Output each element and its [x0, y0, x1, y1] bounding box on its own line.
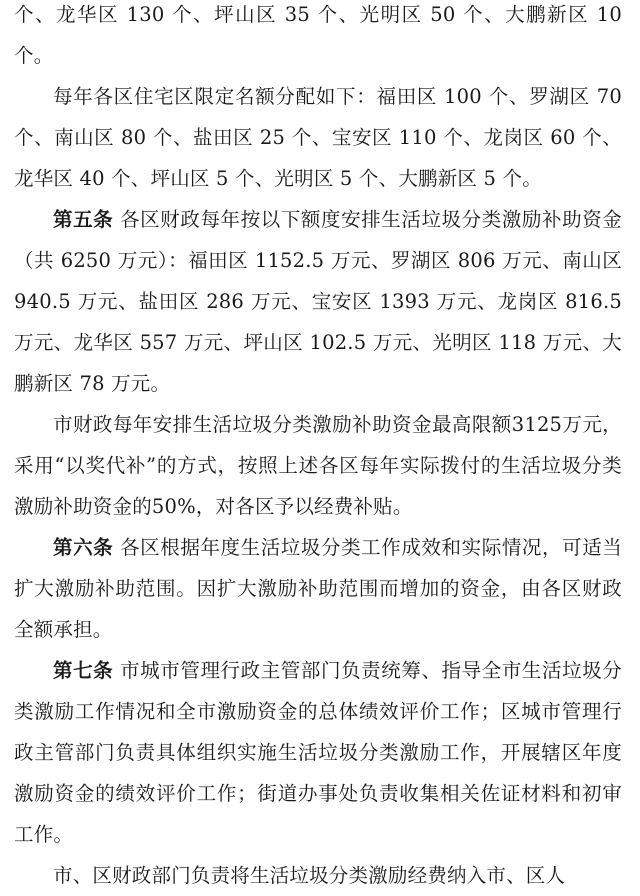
- article-label-six: 第六条: [53, 536, 114, 559]
- paragraph-finance-departments: [14, 855, 622, 896]
- paragraph-residential-quota: [14, 76, 622, 199]
- paragraph-text: 各区财政每年按以下额度安排生活垃圾分类激励补助资金（共 6250 万元）：福田区 1152.5 万元、罗湖区 806 万元、南山区 940.5 万元、盐田区 286 万元、宝安区 1393 万元、龙岗区 816.5 万元、龙华区 557 万元、坪山区 102.5 万元、光明区 118 万元、大鹏新区 78 万元。: [14, 208, 622, 395]
- paragraph-text: 市财政每年安排生活垃圾分类激励补助资金最高限额3125万元，采用“以奖代补”的方式，按照上述各区每年实际拨付的生活垃圾分类激励补助资金的50%，对各区予以经费补贴。: [14, 413, 622, 518]
- article-label-seven: 第七条: [53, 659, 114, 682]
- paragraph-text: 市、区财政部门负责将生活垃圾分类激励经费纳入市、区人: [53, 864, 566, 887]
- paragraph-text: 各区根据年度生活垃圾分类工作成效和实际情况，可适当扩大激励补助范围。因扩大激励补助范围而增加的资金，由各区财政全额承担。: [14, 536, 622, 641]
- paragraph-article-six: [14, 527, 622, 650]
- paragraph-text: 个、龙华区 130 个、坪山区 35 个、光明区 50 个、大鹏新区 10 个。: [14, 3, 622, 67]
- paragraph-article-five: [14, 199, 622, 404]
- paragraph-continuation-quota: [14, 0, 622, 76]
- paragraph-text: 市城市管理行政主管部门负责统筹、指导全市生活垃圾分类激励工作情况和全市激励资金的总体绩效评价工作；区城市管理行政主管部门负责具体组织实施生活垃圾分类激励工作，开展辖区年度激励资金的绩效评价工作；街道办事处负责收集相关佐证材料和初审工作。: [14, 659, 622, 846]
- paragraph-municipal-subsidy: [14, 404, 622, 527]
- paragraph-text: 每年各区住宅区限定名额分配如下：福田区 100 个、罗湖区 70 个、南山区 80 个、盐田区 25 个、宝安区 110 个、龙岗区 60 个、龙华区 40 个、坪山区 5 个、光明区 5 个、大鹏新区 5 个。: [14, 85, 622, 190]
- article-label-five: 第五条: [53, 208, 114, 231]
- paragraph-article-seven: [14, 650, 622, 855]
